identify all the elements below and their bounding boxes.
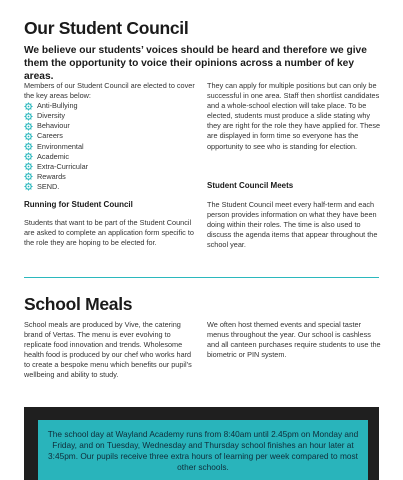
running-heading: Running for Student Council <box>24 200 133 209</box>
key-areas-list <box>24 101 196 192</box>
meals-left-text: School meals are produced by Vive, the catering brand of Vertas. The menu is ever evolving to replicate food innovation and trends. Wholesome health food is produced by our chef who works hard to create a bespoke menu which benefits our pupil’s wellbeing and ability to study. <box>24 320 192 380</box>
section-divider <box>24 277 379 278</box>
gear-icon <box>24 122 33 131</box>
key-area-item <box>24 131 196 141</box>
gear-icon <box>24 112 33 121</box>
key-area-label: Careers <box>37 131 63 141</box>
running-text: Students that want to be part of the Student Council are asked to complete an application form specific to the role they are hoping to be elected for. <box>24 218 194 248</box>
key-area-label: Academic <box>37 151 70 161</box>
key-area-item <box>24 101 196 111</box>
key-area-label: Extra-Curricular <box>37 161 89 171</box>
key-area-label: Environmental <box>37 141 84 151</box>
apply-text: They can apply for multiple positions but can only be successful in one area. Staff then shortlist candidates and a whole-school election will take place. To be elected, students must produce a slide stating why they are right for the role they have applied for. These are displayed in form time so everyone has the opportunity to see who is standing for election. <box>207 81 381 151</box>
student-council-lead: We believe our students’ voices should be heard and therefore we give them the opportunity to voice their opinions across a number of key areas. <box>24 45 367 82</box>
gear-icon <box>24 102 33 111</box>
meals-right-text: We often host themed events and special taster menus throughout the year. Our school is cashless and all canteen purchases require students to use the biometric or PIN system. <box>207 320 381 360</box>
key-area-item <box>24 172 196 182</box>
meets-heading: Student Council Meets <box>207 181 294 190</box>
student-council-title: Our Student Council <box>24 18 189 38</box>
key-area-item <box>24 182 196 192</box>
council-intro: Members of our Student Council are elected to cover the key areas below: <box>24 81 195 101</box>
key-area-item <box>24 162 196 172</box>
gear-icon <box>24 182 33 191</box>
gear-icon <box>24 142 33 151</box>
gear-icon <box>24 172 33 181</box>
key-area-label: Behaviour <box>37 121 70 131</box>
gear-icon <box>24 132 33 141</box>
key-area-label: SEND. <box>37 181 60 191</box>
school-day-banner-text: The school day at Wayland Academy runs from 8:40am until 2.45pm on Monday and Friday, and on Tuesday, Wednesday and Thursday school finishes an hour later at 3:45pm. Our pupils receive three extra hours of learning per week compared to most other schools. <box>47 429 359 472</box>
key-area-label: Rewards <box>37 171 66 181</box>
key-area-item <box>24 121 196 131</box>
key-area-label: Diversity <box>37 111 65 121</box>
key-area-item <box>24 142 196 152</box>
meets-text: The Student Council meet every half-term and each person provides information on what they have been doing within their roles. The time is also used to discuss the agenda items that appear throughout the school year. <box>207 200 378 250</box>
key-area-item <box>24 152 196 162</box>
key-area-label: Anti-Bullying <box>37 101 78 111</box>
left-column <box>24 81 196 192</box>
school-meals-title: School Meals <box>24 294 133 314</box>
gear-icon <box>24 162 33 171</box>
key-area-item <box>24 111 196 121</box>
gear-icon <box>24 152 33 161</box>
